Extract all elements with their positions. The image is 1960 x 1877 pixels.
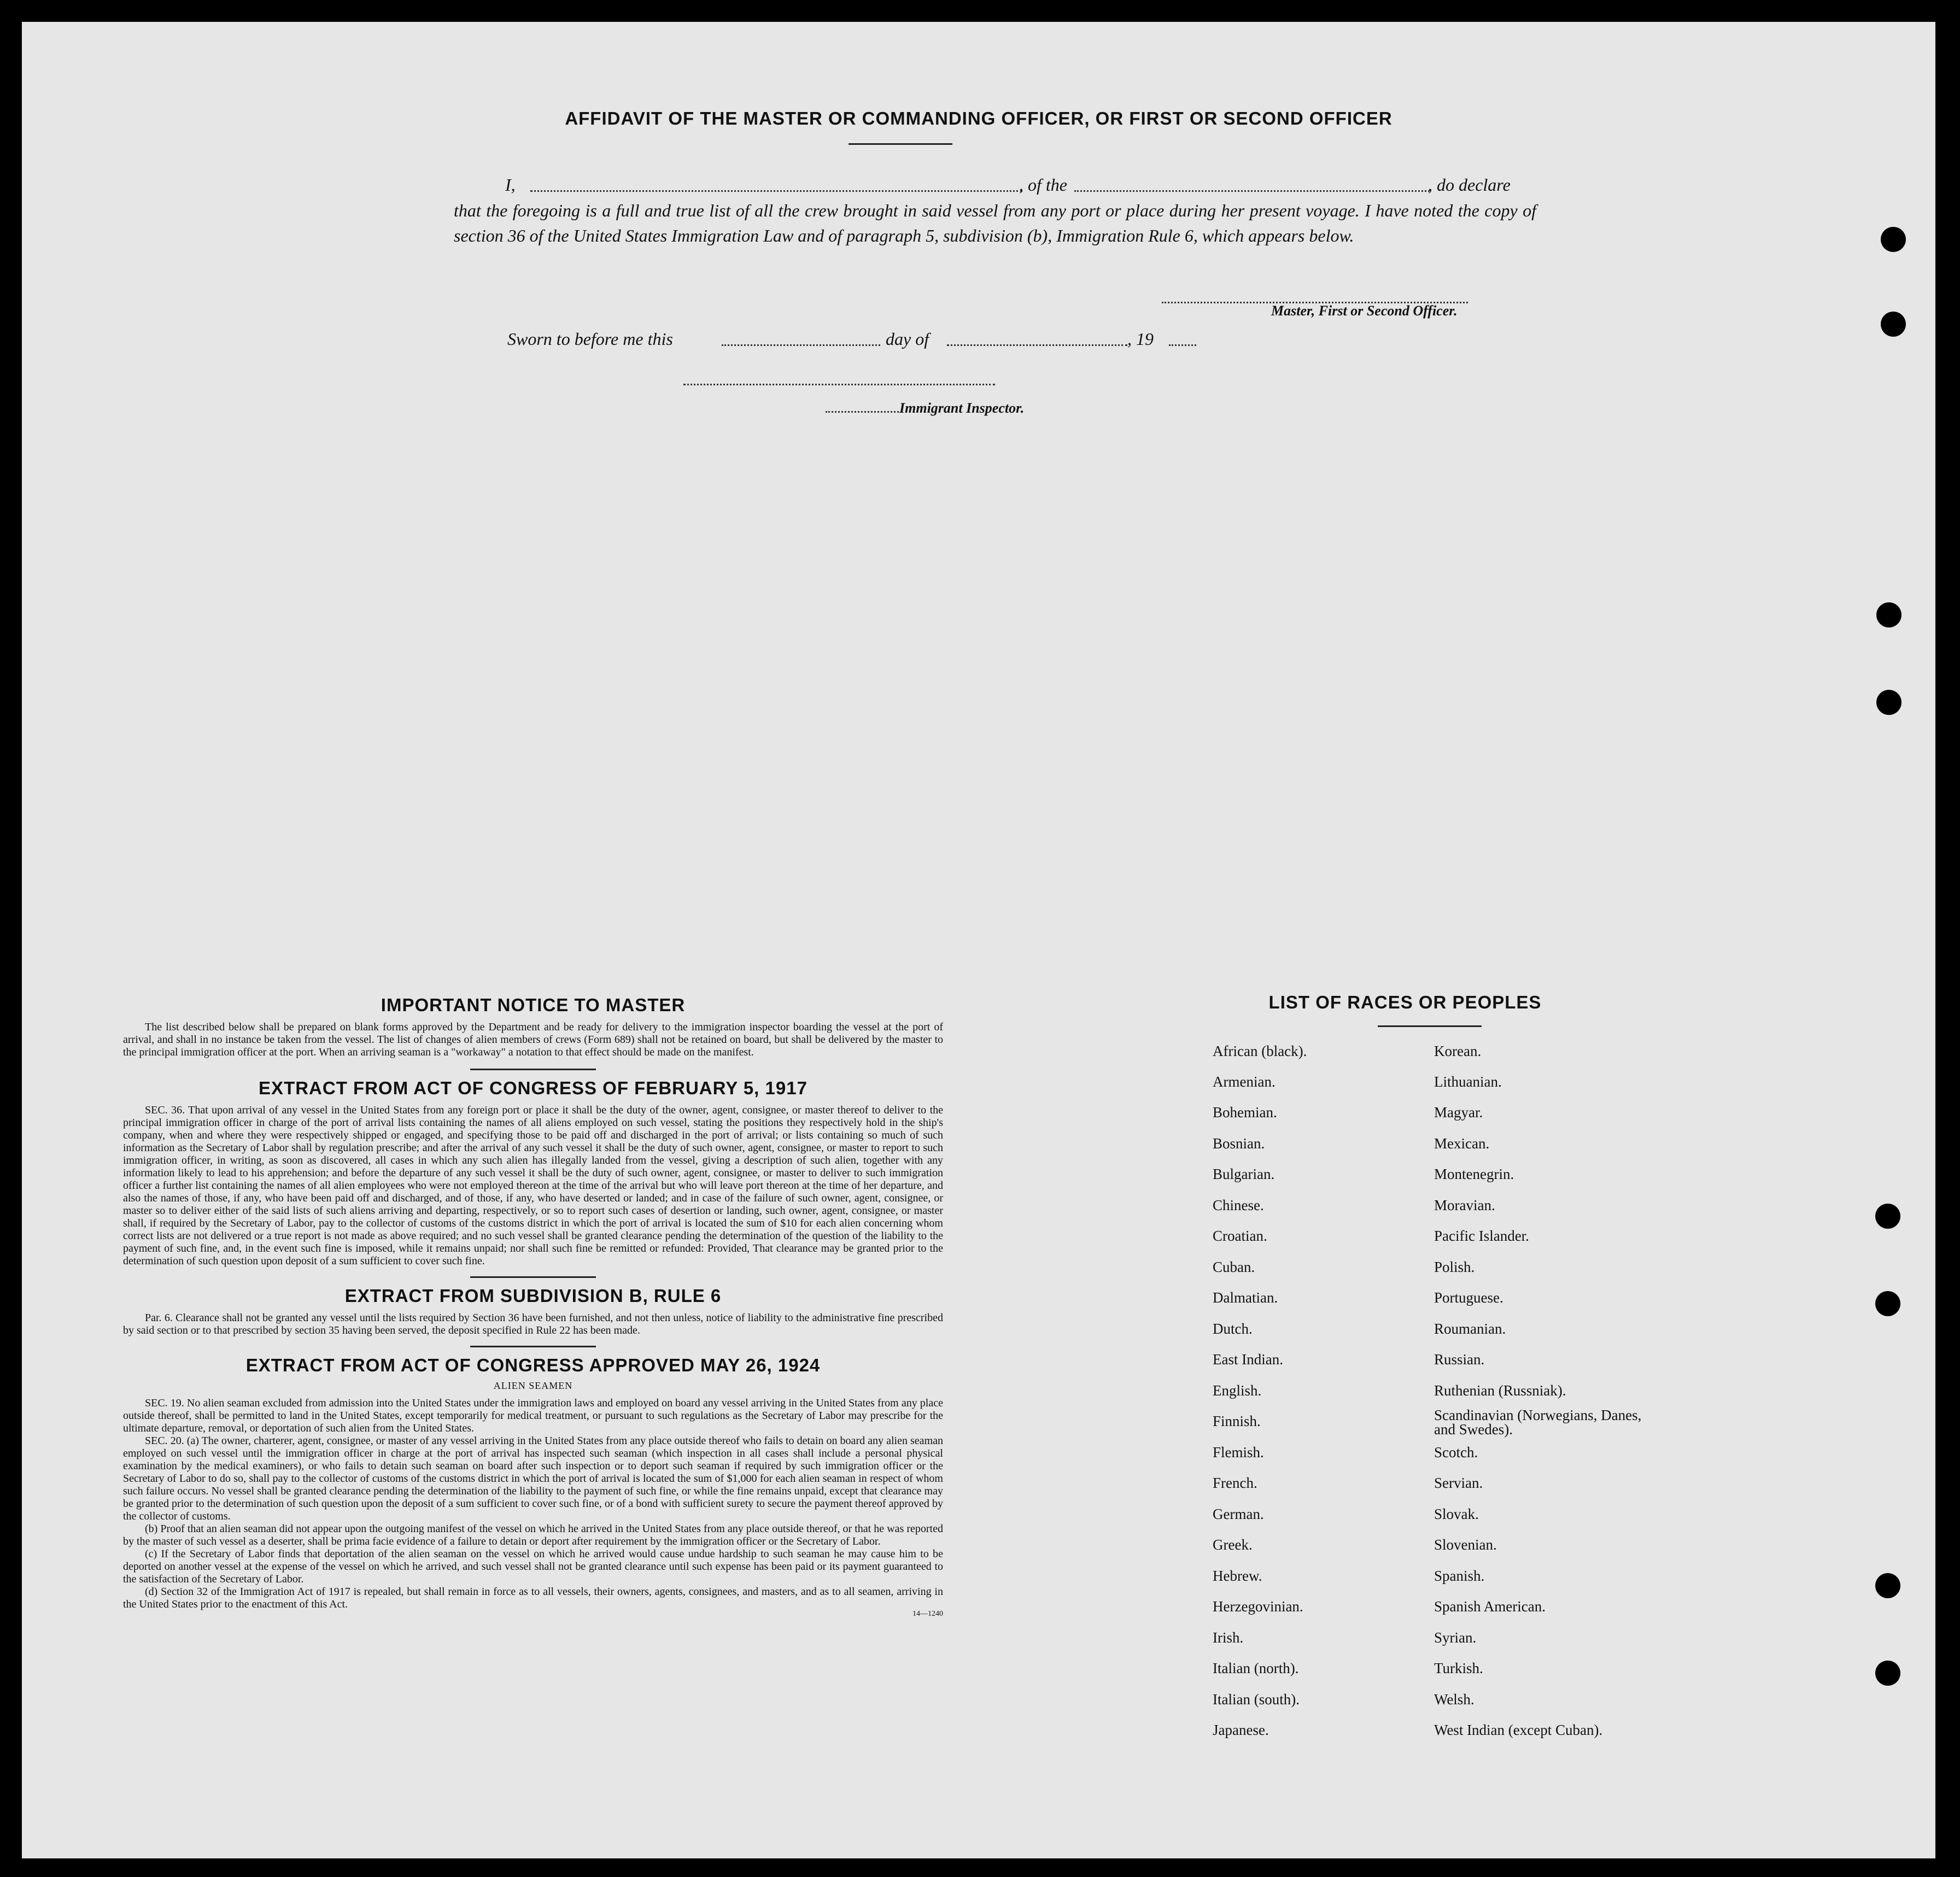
year-label: , 19 — [1127, 329, 1154, 349]
race-item: Turkish. — [1434, 1660, 1483, 1676]
notice-rule — [470, 1069, 596, 1070]
race-item: Italian (north). — [1213, 1660, 1299, 1676]
race-item: Bosnian. — [1213, 1135, 1265, 1152]
punch-hole — [1881, 312, 1906, 337]
race-item: Welsh. — [1434, 1691, 1475, 1708]
races-rule — [1378, 1025, 1482, 1027]
race-item: Korean. — [1434, 1043, 1482, 1059]
affidavit-body: that the foregoing is a full and true list of all the crew brought in said vessel from any port or place during her present voyage. I have noted the copy of section 36 of the United States Immigration Law and of paragraph 5, subdivision (b), Immigration Rule 6, which appears below. — [454, 201, 1536, 245]
race-item: Syrian. — [1434, 1629, 1477, 1646]
extracts-column — [123, 995, 943, 1618]
race-item: Hebrew. — [1213, 1568, 1262, 1584]
race-item: African (black). — [1213, 1043, 1307, 1059]
punch-hole — [1876, 602, 1902, 627]
inspector-signature-line[interactable] — [683, 384, 995, 385]
sworn-day-blank[interactable] — [722, 344, 880, 346]
race-item: Cuban. — [1213, 1259, 1255, 1275]
form-number: 14—1240 — [912, 1610, 943, 1618]
subdivision-rule — [470, 1346, 596, 1347]
race-item: Spanish American. — [1434, 1598, 1546, 1615]
extract-1924-sec20a: SEC. 20. (a) The owner, charterer, agent, consignee, or master of any vessel arriving in the United States from any place outside thereof who fails to detain on board any alien seaman employed on such vessel until the immigration officer in charge at the port of arrival has inspected such seaman (which inspection in all cases shall include a personal physical examination by the medical examiners), or who fails to detain such seaman on board after such inspection or to deport such seaman if required by such immigration officer or the Secretary of Labor to do so, shall pay to the collector of customs of the customs district in which the port of arrival is located the sum of $1,000 for each alien seaman in respect of whom such failure occurs. No vessel shall be granted clearance pending the determination of the liability to the payment of such fine, or while the fine remains unpaid, except that clearance may be granted prior to the determination of such question upon the deposit of a sum sufficient to cover such fine, or of a bond with sufficient surety to secure the payment thereof approved by the collector of customs. — [123, 1435, 943, 1522]
race-item: East Indian. — [1213, 1351, 1283, 1368]
race-item: English. — [1213, 1382, 1262, 1399]
punch-hole — [1881, 227, 1906, 252]
document-page — [22, 22, 1935, 1858]
affidavit-of-the: , of the — [1019, 175, 1067, 195]
vessel-blank[interactable] — [1074, 190, 1430, 192]
title-rule — [849, 143, 952, 145]
race-item: Servian. — [1434, 1475, 1483, 1491]
extract-1924-sec19: SEC. 19. No alien seaman excluded from admission into the United States under the immigration laws and employed on board any vessel arriving in the United States from any place outside thereof, shall be permitted to land in the United States, except temporarily for medical treatment, or pursuant to such regulations as the Secretary of Labor may prescribe for the ultimate departure, removal, or deportation of such alien from the United States. — [123, 1397, 943, 1434]
race-item: Ruthenian (Russniak). — [1434, 1382, 1566, 1399]
race-item: Croatian. — [1213, 1228, 1267, 1244]
race-item: Magyar. — [1434, 1104, 1483, 1121]
sworn-month-blank[interactable] — [947, 344, 1127, 346]
extract-1924-sec20b: (b) Proof that an alien seaman did not appear upon the outgoing manifest of the vessel on which he arrived in the United States from any place outside thereof, or that he was reported by the master of such vessel as a deserter, shall be prima facie evidence of a failure to detain or deport after requirement by the immigration officer or the Secretary of Labor. — [123, 1523, 943, 1547]
name-blank[interactable] — [530, 190, 1022, 192]
notice-heading: IMPORTANT NOTICE TO MASTER — [381, 995, 686, 1015]
affidavit-i: I, — [505, 175, 516, 195]
race-item: Herzegovinian. — [1213, 1598, 1303, 1615]
affidavit-title: AFFIDAVIT OF THE MASTER OR COMMANDING OFFICER, OR FIRST OR SECOND OFFICER — [565, 108, 1393, 128]
race-item: Scandinavian (Norwegians, Danes, and Swedes). — [1434, 1407, 1642, 1438]
race-item: Armenian. — [1213, 1074, 1276, 1090]
race-item: Lithuanian. — [1434, 1074, 1502, 1090]
race-item: Bohemian. — [1213, 1104, 1277, 1121]
race-item: Italian (south). — [1213, 1691, 1300, 1708]
extract-1924-sec20d: (d) Section 32 of the Immigration Act of 1917 is repealed, but shall remain in force as to all vessels, their owners, agents, consignees, and masters, and as to all seamen, arriving in the United States prior to the enactment of this Act. — [123, 1586, 943, 1610]
race-item: Chinese. — [1213, 1197, 1264, 1213]
extract-1917-heading: EXTRACT FROM ACT OF CONGRESS OF FEBRUARY 5, 1917 — [259, 1078, 808, 1098]
race-item: Scotch. — [1434, 1444, 1478, 1460]
inspector-label: Immigrant Inspector. — [899, 400, 1025, 416]
race-item: West Indian (except Cuban). — [1434, 1722, 1603, 1738]
inspector-dots — [826, 411, 902, 413]
race-item: Slovak. — [1434, 1506, 1479, 1522]
race-item: Slovenian. — [1434, 1536, 1497, 1553]
extract-1917-rule — [470, 1276, 596, 1278]
race-item: Greek. — [1213, 1536, 1253, 1553]
notice-text: The list described below shall be prepared on blank forms approved by the Department and be ready for delivery to the immigration inspector boarding the vessel at the port of arrival, and shall in no instance be taken from the vessel. The list of changes of alien members of crews (Form 689) shall not be retained on board, but shall be delivered by the master to the principal immigration officer at the port. When an arriving seaman is a "workaway" a notation to that effect should be made on the manifest. — [123, 1021, 943, 1058]
race-item: Dutch. — [1213, 1321, 1253, 1337]
race-item: Dalmatian. — [1213, 1289, 1278, 1306]
extract-1924-heading: EXTRACT FROM ACT OF CONGRESS APPROVED MAY 26, 1924 — [245, 1355, 821, 1375]
punch-hole — [1876, 690, 1902, 715]
punch-hole — [1875, 1291, 1900, 1316]
race-item: Moravian. — [1434, 1197, 1495, 1213]
subdivision-text: Par. 6. Clearance shall not be granted any vessel until the lists required by Section 36 have been furnished, and not then unless, notice of liability to the administrative fine prescribed by said section or to that prescribed by section 35 having been served, the deposit specified in Rule 22 has been made. — [123, 1312, 943, 1336]
race-item: Flemish. — [1213, 1444, 1264, 1460]
race-item: Irish. — [1213, 1629, 1244, 1646]
race-item: Polish. — [1434, 1259, 1475, 1275]
subdivision-heading: EXTRACT FROM SUBDIVISION B, RULE 6 — [344, 1286, 722, 1306]
year-blank[interactable] — [1169, 344, 1196, 346]
race-item: Bulgarian. — [1213, 1166, 1275, 1182]
day-of-label: day of — [886, 329, 929, 349]
races-heading: LIST OF RACES OR PEOPLES — [1268, 992, 1542, 1012]
punch-hole — [1875, 1661, 1900, 1686]
punch-hole — [1875, 1204, 1900, 1229]
alien-seamen-subheading: ALIEN SEAMEN — [493, 1380, 573, 1391]
punch-hole — [1875, 1573, 1900, 1598]
master-signature-label: Master, First or Second Officer. — [1271, 303, 1458, 319]
race-item: German. — [1213, 1506, 1264, 1522]
race-item: Roumanian. — [1434, 1321, 1506, 1337]
race-item: Finnish. — [1213, 1413, 1261, 1429]
race-item: Japanese. — [1213, 1722, 1269, 1738]
race-item: Spanish. — [1434, 1568, 1485, 1584]
race-item: Russian. — [1434, 1351, 1485, 1368]
race-item: Montenegrin. — [1434, 1166, 1514, 1182]
race-item: French. — [1213, 1475, 1257, 1491]
extract-1917-text: SEC. 36. That upon arrival of any vessel in the United States from any foreign port or place it shall be the duty of the owner, agent, consignee, or master thereof to deliver to the principal immigration officer in charge of the port of arrival lists containing the names of all aliens employed on such vessel, stating the positions they respectively hold in the ship's company, when and where they were respectively shipped or engaged, and specifying those to be paid off and discharged in the port of arrival; or lists containing so much of such information as the Secretary of Labor shall by regulation prescribe; and after the arrival of any such vessel it shall be the duty of such owner, agent, consignee, or master to report to such immigration officer, in writing, as soon as discovered, all cases in which any such alien has illegally landed from the vessel, giving a description of such alien, together with any information likely to lead to his apprehension; and before the departure of any such vessel it shall be the duty of such owner, agent, consignee, or master to deliver to such immigration officer a further list containing the names of all alien employees who were not employed thereon at the time of the arrival but who will leave port thereon at the time of her departure, and also the names of those, if any, who have been paid off and discharged, and of those, if any, who have deserted or landed; and in case of the failure of such owner, agent, consignee, or master so to deliver either of the said lists of such aliens arriving and departing, respectively, or so to report such cases of desertion or landing, such owner, agent, consignee, or master shall, if required by the Secretary of Labor, pay to the collector of customs of the customs district in which the port of arrival is located the sum of $10 for each alien concerning whom correct lists are not delivered or a true report is not made as above required; and no such vessel shall be granted clearance pending the determination of the question of the liability to the payment of such fine, and, in the event such fine is imposed, while it remains unpaid; nor shall such fine be remitted or refunded: Provided, That clearance may be granted prior to the determination of such question upon deposit of a sum sufficient to cover such fine. — [123, 1104, 943, 1267]
race-item: Mexican. — [1434, 1135, 1490, 1152]
affidavit-do-declare: , do declare — [1428, 175, 1511, 195]
race-item: Pacific Islander. — [1434, 1228, 1529, 1244]
race-item: Portuguese. — [1434, 1289, 1503, 1306]
sworn-label: Sworn to before me this — [507, 329, 673, 349]
extract-1924-sec20c: (c) If the Secretary of Labor finds that deportation of the alien seaman on the vessel on which he arrived would cause undue hardship to such seaman he may cause him to be deported on another vessel at the expense of the vessel on which he arrived, and such vessel shall not be granted clearance until such expense has been paid or its payment guaranteed to the satisfaction of the Secretary of Labor. — [123, 1548, 943, 1585]
